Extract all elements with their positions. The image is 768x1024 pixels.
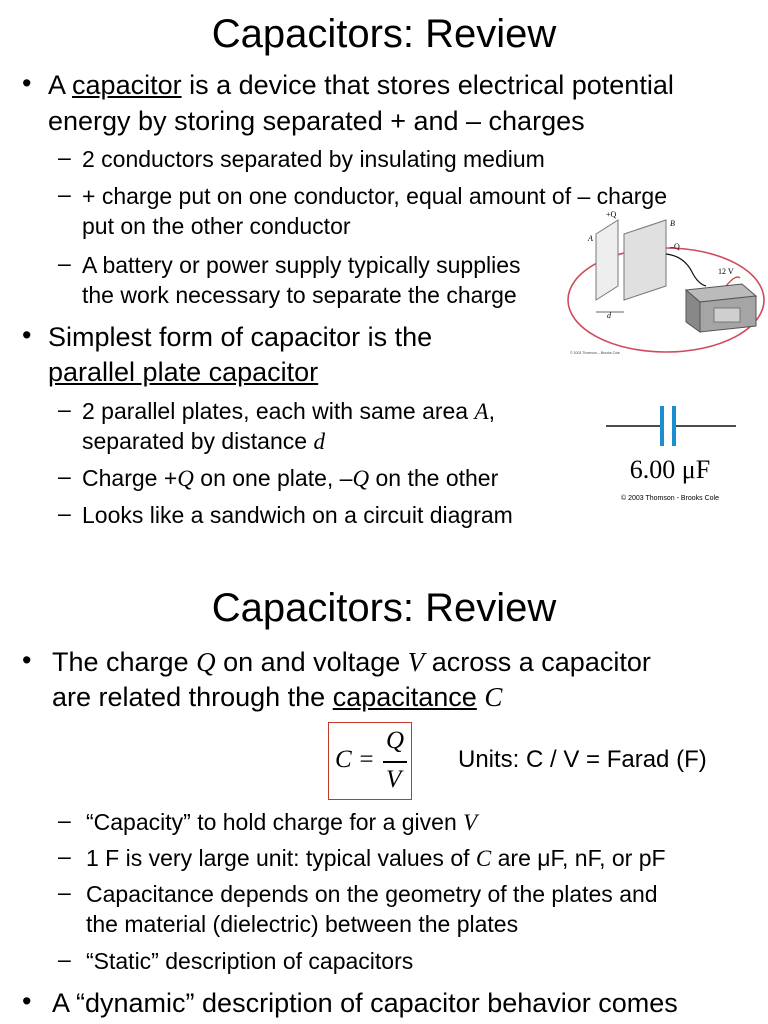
text-fragment: 1 F is very large unit: typical values of [86, 845, 476, 871]
slide2-sub3-line1: Capacitance depends on the geometry of the plates and [86, 881, 658, 907]
slide2-title: Capacitors: Review [211, 586, 557, 630]
sub-dash: – [58, 946, 71, 972]
text-fragment: is a device that stores electrical potential [181, 70, 674, 100]
slide2-sub1 [86, 807, 477, 838]
bullet-dot: • [22, 68, 32, 98]
var-c: C [484, 682, 503, 712]
term-capacitor: capacitor [72, 70, 182, 100]
text-fragment: are related through the [52, 682, 333, 712]
sub-dash: – [58, 396, 71, 422]
text-fragment: are μF, nF, or pF [491, 845, 666, 871]
label-b: B [670, 219, 675, 228]
slide1-bullet1-line2: energy by storing separated + and – charges [48, 106, 585, 136]
symbol-credit: © 2003 Thomson - Brooks Cole [620, 495, 720, 502]
var-q: Q [352, 466, 370, 491]
figure-credit: © 2003 Thomson – Brooks Cole [570, 351, 620, 355]
text-fragment: “Capacity” to hold charge for a given [86, 809, 464, 835]
term-parallel-plate: parallel plate capacitor [48, 357, 319, 387]
sub-dash: – [58, 463, 71, 489]
sub-dash: – [58, 879, 71, 905]
slide1-sub4-line2 [82, 426, 325, 457]
var-a: A [474, 399, 489, 424]
slide2-sub3-line2: the material (dielectric) between the plates [86, 911, 519, 937]
text-fragment: on and voltage [215, 647, 408, 677]
plate-b [624, 220, 666, 300]
slide1-sub3-line1: A battery or power supply typically supplies [82, 252, 521, 278]
sub-dash: – [58, 181, 71, 207]
label-voltage: 12 V [718, 267, 734, 276]
battery-label [714, 308, 740, 322]
text-fragment: Charge + [82, 465, 178, 491]
sub-dash: – [58, 500, 71, 526]
label-a: A [588, 234, 593, 243]
var-q: Q [177, 466, 194, 491]
text-fragment: across a capacitor [424, 647, 651, 677]
text-fragment: on one plate, – [193, 465, 353, 491]
var-v: V [407, 647, 425, 677]
slide2-sub4: “Static” description of capacitors [86, 948, 414, 974]
text-fragment: , [488, 398, 495, 424]
slide1-sub3-line2: the work necessary to separate the charge [82, 282, 517, 308]
text-fragment: separated by distance [82, 428, 314, 454]
capacitance-formula [328, 722, 412, 800]
slide1-sub1: 2 conductors separated by insulating medium [82, 146, 545, 172]
plate-a [596, 220, 618, 300]
slide2-bullet1-line1 [52, 645, 651, 679]
var-v: V [463, 810, 478, 835]
fraction-bar [383, 761, 407, 763]
slide1-bullet1-line1 [48, 68, 674, 102]
sub-dash: – [58, 807, 71, 833]
label-plus-q: +Q [606, 210, 617, 219]
slide1-title: Capacitors: Review [211, 12, 557, 56]
term-capacitance: capacitance [332, 682, 477, 712]
bullet-dot: • [22, 645, 32, 675]
slide2-sub2 [86, 843, 666, 874]
sub-dash: – [58, 843, 71, 869]
bullet-dot: • [22, 320, 32, 350]
formula-denominator: V [386, 766, 402, 793]
slide1-sub2-line1: + charge put on one conductor, equal amount of – charge [82, 183, 668, 209]
sub-dash: – [58, 250, 71, 276]
formula-lhs: C = [335, 746, 375, 773]
slide1-sub4-line1 [82, 396, 495, 427]
var-q: Q [196, 647, 216, 677]
formula-numerator: Q [386, 727, 405, 754]
capacitor-symbol-figure [600, 398, 740, 508]
sub-dash: – [58, 144, 71, 170]
var-d: d [313, 429, 325, 454]
text-fragment: 2 parallel plates, each with same area [82, 398, 475, 424]
text-fragment: on the other [369, 465, 499, 491]
slide1-sub2-line2: put on the other conductor [82, 213, 351, 239]
text-fragment: A [48, 70, 73, 100]
var-c: C [475, 846, 492, 871]
wire [666, 254, 706, 286]
slide1-bullet2-line1: Simplest form of capacitor is the [48, 322, 433, 352]
slide2-bullet1-line2 [52, 680, 502, 714]
capacitance-value: 6.00 μF [629, 455, 711, 484]
slide2-bullet2: A “dynamic” description of capacitor behavior comes [52, 988, 678, 1018]
bullet-dot: • [22, 986, 32, 1016]
slide1-sub6: Looks like a sandwich on a circuit diagram [82, 502, 513, 528]
units-text: Units: C / V = Farad (F) [458, 746, 707, 773]
label-minus-q: –Q [670, 242, 680, 251]
text-fragment: The charge [52, 647, 197, 677]
slide1-sub5 [82, 463, 498, 494]
label-d: d [607, 311, 611, 320]
parallel-plate-capacitor-figure [566, 204, 768, 368]
